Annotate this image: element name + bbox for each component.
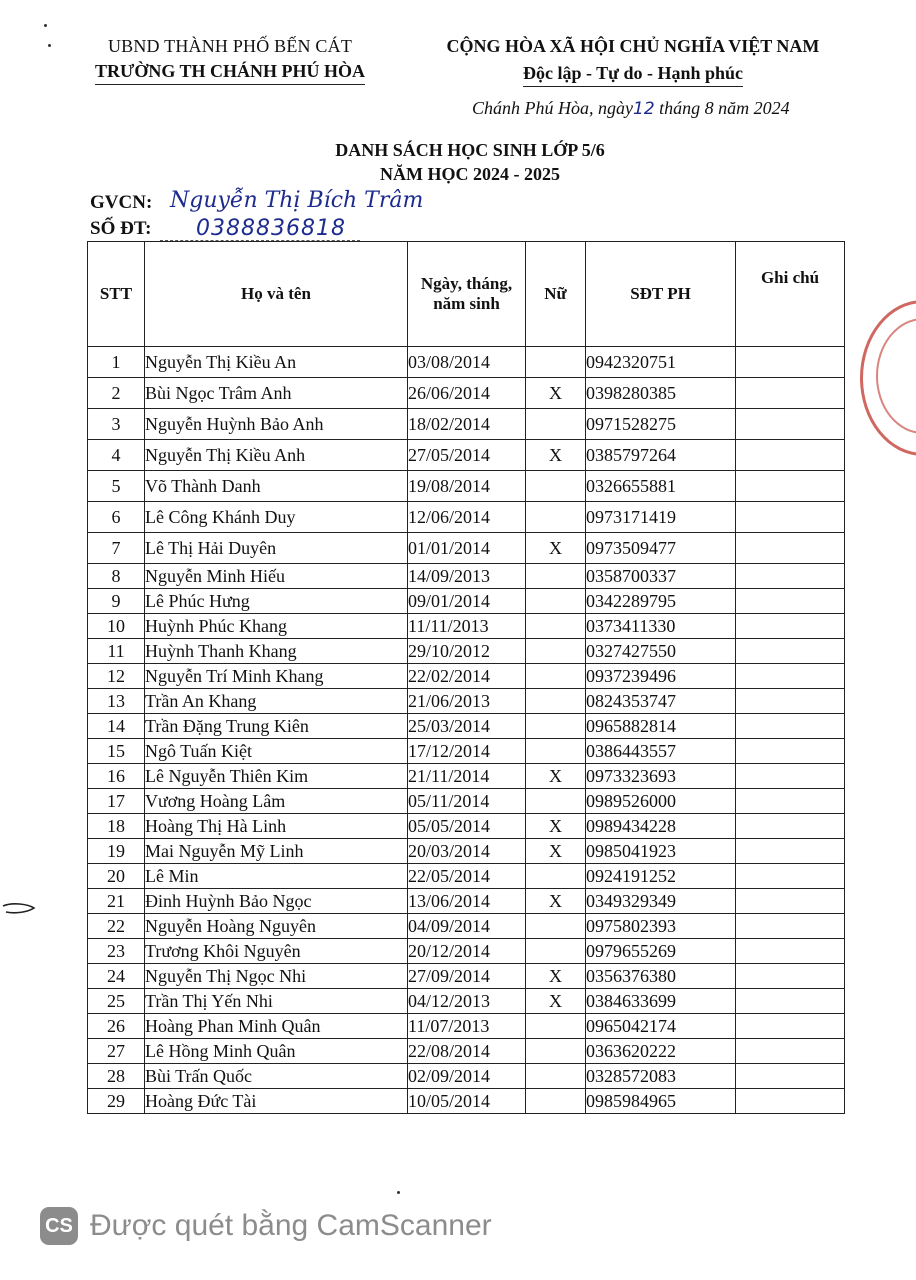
female-mark bbox=[526, 689, 586, 714]
teacher-label: GVCN: bbox=[90, 192, 153, 213]
student-name: Lê Phúc Hưng bbox=[145, 589, 408, 614]
female-mark: X bbox=[526, 839, 586, 864]
student-name: Võ Thành Danh bbox=[145, 471, 408, 502]
birth-date: 04/12/2013 bbox=[408, 989, 526, 1014]
teacher-phone-label: SỐ ĐT: bbox=[90, 218, 152, 239]
table-row bbox=[88, 1089, 845, 1114]
table-row bbox=[88, 471, 845, 502]
female-mark bbox=[526, 614, 586, 639]
table-row bbox=[88, 564, 845, 589]
note-cell bbox=[736, 714, 845, 739]
row-number: 9 bbox=[88, 589, 145, 614]
row-number: 19 bbox=[88, 839, 145, 864]
document-title: DANH SÁCH HỌC SINH LỚP 5/6 bbox=[335, 140, 605, 160]
table-row bbox=[88, 764, 845, 789]
note-cell bbox=[736, 378, 845, 409]
female-mark bbox=[526, 714, 586, 739]
student-name: Ngô Tuấn Kiệt bbox=[145, 739, 408, 764]
row-number: 4 bbox=[88, 440, 145, 471]
female-mark: X bbox=[526, 378, 586, 409]
parent-phone: 0971528275 bbox=[586, 409, 736, 440]
parent-phone: 0973509477 bbox=[586, 533, 736, 564]
row-number: 8 bbox=[88, 564, 145, 589]
birth-date: 09/01/2014 bbox=[408, 589, 526, 614]
note-cell bbox=[736, 864, 845, 889]
birth-date: 03/08/2014 bbox=[408, 347, 526, 378]
parent-phone: 0385797264 bbox=[586, 440, 736, 471]
parent-phone: 0973323693 bbox=[586, 764, 736, 789]
parent-phone: 0327427550 bbox=[586, 639, 736, 664]
female-mark bbox=[526, 739, 586, 764]
table-row bbox=[88, 347, 845, 378]
table-row bbox=[88, 440, 845, 471]
student-name: Trần An Khang bbox=[145, 689, 408, 714]
female-mark: X bbox=[526, 764, 586, 789]
student-name: Hoàng Phan Minh Quân bbox=[145, 1014, 408, 1039]
birth-date: 26/06/2014 bbox=[408, 378, 526, 409]
female-mark: X bbox=[526, 440, 586, 471]
table-row bbox=[88, 739, 845, 764]
parent-phone: 0979655269 bbox=[586, 939, 736, 964]
table-row bbox=[88, 814, 845, 839]
row-number: 22 bbox=[88, 914, 145, 939]
female-mark bbox=[526, 409, 586, 440]
student-name: Lê Thị Hải Duyên bbox=[145, 533, 408, 564]
student-table bbox=[87, 241, 845, 1114]
note-cell bbox=[736, 964, 845, 989]
date-suffix: tháng 8 năm 2024 bbox=[654, 98, 790, 118]
parent-phone: 0363620222 bbox=[586, 1039, 736, 1064]
table-row bbox=[88, 889, 845, 914]
student-name: Nguyễn Thị Kiều Anh bbox=[145, 440, 408, 471]
note-cell bbox=[736, 939, 845, 964]
teacher-phone-handwritten: 0388836818 bbox=[196, 216, 346, 241]
birth-date: 02/09/2014 bbox=[408, 1064, 526, 1089]
note-cell bbox=[736, 989, 845, 1014]
birth-date: 19/08/2014 bbox=[408, 471, 526, 502]
female-mark bbox=[526, 939, 586, 964]
female-mark bbox=[526, 914, 586, 939]
parent-phone: 0398280385 bbox=[586, 378, 736, 409]
note-cell bbox=[736, 839, 845, 864]
note-cell bbox=[736, 533, 845, 564]
birth-date: 14/09/2013 bbox=[408, 564, 526, 589]
birth-date: 20/03/2014 bbox=[408, 839, 526, 864]
table-row bbox=[88, 989, 845, 1014]
student-name: Mai Nguyễn Mỹ Linh bbox=[145, 839, 408, 864]
camscanner-watermark bbox=[40, 1206, 492, 1246]
parent-phone: 0973171419 bbox=[586, 502, 736, 533]
row-number: 13 bbox=[88, 689, 145, 714]
female-mark: X bbox=[526, 533, 586, 564]
scan-speck bbox=[397, 1191, 400, 1194]
row-number: 1 bbox=[88, 347, 145, 378]
student-name: Huỳnh Thanh Khang bbox=[145, 639, 408, 664]
table-row bbox=[88, 614, 845, 639]
note-cell bbox=[736, 639, 845, 664]
row-number: 14 bbox=[88, 714, 145, 739]
female-mark bbox=[526, 347, 586, 378]
note-cell bbox=[736, 1039, 845, 1064]
student-name: Nguyễn Minh Hiếu bbox=[145, 564, 408, 589]
parent-phone: 0824353747 bbox=[586, 689, 736, 714]
birth-date: 22/05/2014 bbox=[408, 864, 526, 889]
parent-phone: 0965882814 bbox=[586, 714, 736, 739]
student-name: Nguyễn Thị Ngọc Nhi bbox=[145, 964, 408, 989]
parent-phone: 0942320751 bbox=[586, 347, 736, 378]
col-header-female: Nữ bbox=[526, 242, 586, 347]
female-mark bbox=[526, 664, 586, 689]
date-prefix: Chánh Phú Hòa, ngày bbox=[472, 98, 633, 118]
parent-phone: 0349329349 bbox=[586, 889, 736, 914]
student-name: Nguyễn Huỳnh Bảo Anh bbox=[145, 409, 408, 440]
female-mark bbox=[526, 1089, 586, 1114]
birth-date: 22/02/2014 bbox=[408, 664, 526, 689]
col-header-name: Họ và tên bbox=[145, 242, 408, 347]
row-number: 29 bbox=[88, 1089, 145, 1114]
student-name: Huỳnh Phúc Khang bbox=[145, 614, 408, 639]
birth-date: 04/09/2014 bbox=[408, 914, 526, 939]
scan-speck bbox=[48, 44, 51, 47]
row-number: 12 bbox=[88, 664, 145, 689]
document-date bbox=[472, 98, 790, 119]
birth-date: 29/10/2012 bbox=[408, 639, 526, 664]
school-header bbox=[80, 36, 380, 85]
birth-date: 01/01/2014 bbox=[408, 533, 526, 564]
col-header-note: Ghi chú bbox=[736, 242, 845, 347]
student-name: Bùi Trấn Quốc bbox=[145, 1064, 408, 1089]
row-number: 21 bbox=[88, 889, 145, 914]
table-row bbox=[88, 789, 845, 814]
parent-phone: 0937239496 bbox=[586, 664, 736, 689]
female-mark bbox=[526, 1039, 586, 1064]
student-name: Nguyễn Hoàng Nguyên bbox=[145, 914, 408, 939]
female-mark bbox=[526, 502, 586, 533]
col-header-dob: Ngày, tháng, năm sinh bbox=[408, 242, 526, 347]
table-row bbox=[88, 689, 845, 714]
parent-phone: 0989526000 bbox=[586, 789, 736, 814]
row-number: 3 bbox=[88, 409, 145, 440]
student-name: Lê Công Khánh Duy bbox=[145, 502, 408, 533]
birth-date: 21/06/2013 bbox=[408, 689, 526, 714]
note-cell bbox=[736, 914, 845, 939]
student-name: Trương Khôi Nguyên bbox=[145, 939, 408, 964]
row-number: 23 bbox=[88, 939, 145, 964]
parent-phone: 0326655881 bbox=[586, 471, 736, 502]
note-cell bbox=[736, 664, 845, 689]
female-mark bbox=[526, 471, 586, 502]
note-cell bbox=[736, 564, 845, 589]
row-number: 28 bbox=[88, 1064, 145, 1089]
birth-date: 05/11/2014 bbox=[408, 789, 526, 814]
parent-phone: 0328572083 bbox=[586, 1064, 736, 1089]
row-number: 5 bbox=[88, 471, 145, 502]
row-number: 6 bbox=[88, 502, 145, 533]
female-mark bbox=[526, 639, 586, 664]
row-number: 11 bbox=[88, 639, 145, 664]
student-name: Trần Đặng Trung Kiên bbox=[145, 714, 408, 739]
female-mark bbox=[526, 564, 586, 589]
table-row bbox=[88, 1064, 845, 1089]
table-row bbox=[88, 964, 845, 989]
student-name: Vương Hoàng Lâm bbox=[145, 789, 408, 814]
parent-phone: 0985041923 bbox=[586, 839, 736, 864]
parent-phone: 0975802393 bbox=[586, 914, 736, 939]
row-number: 24 bbox=[88, 964, 145, 989]
parent-phone: 0342289795 bbox=[586, 589, 736, 614]
birth-date: 10/05/2014 bbox=[408, 1089, 526, 1114]
scan-speck bbox=[44, 24, 47, 27]
birth-date: 25/03/2014 bbox=[408, 714, 526, 739]
female-mark bbox=[526, 1064, 586, 1089]
camscanner-logo-icon: CS bbox=[40, 1207, 78, 1245]
note-cell bbox=[736, 1064, 845, 1089]
table-row bbox=[88, 839, 845, 864]
parent-phone: 0924191252 bbox=[586, 864, 736, 889]
table-row bbox=[88, 589, 845, 614]
camscanner-text: Được quét bằng CamScanner bbox=[90, 1209, 492, 1242]
authority-name: UBND THÀNH PHỐ BẾN CÁT bbox=[107, 36, 353, 56]
note-cell bbox=[736, 1089, 845, 1114]
parent-phone: 0356376380 bbox=[586, 964, 736, 989]
birth-date: 11/11/2013 bbox=[408, 614, 526, 639]
col-header-stt: STT bbox=[88, 242, 145, 347]
birth-date: 18/02/2014 bbox=[408, 409, 526, 440]
birth-date: 13/06/2014 bbox=[408, 889, 526, 914]
student-name: Nguyễn Trí Minh Khang bbox=[145, 664, 408, 689]
row-number: 25 bbox=[88, 989, 145, 1014]
national-title: CỘNG HÒA XÃ HỘI CHỦ NGHĨA VIỆT NAM bbox=[446, 36, 820, 56]
birth-date: 17/12/2014 bbox=[408, 739, 526, 764]
birth-date: 11/07/2013 bbox=[408, 1014, 526, 1039]
note-cell bbox=[736, 764, 845, 789]
table-row bbox=[88, 1039, 845, 1064]
row-number: 7 bbox=[88, 533, 145, 564]
student-name: Lê Nguyễn Thiên Kim bbox=[145, 764, 408, 789]
parent-phone: 0386443557 bbox=[586, 739, 736, 764]
student-name: Hoàng Đức Tài bbox=[145, 1089, 408, 1114]
female-mark: X bbox=[526, 814, 586, 839]
national-header bbox=[420, 36, 846, 87]
note-cell bbox=[736, 1014, 845, 1039]
student-name: Hoàng Thị Hà Linh bbox=[145, 814, 408, 839]
date-day-handwritten: 12 bbox=[633, 99, 655, 119]
student-name: Nguyễn Thị Kiều An bbox=[145, 347, 408, 378]
student-name: Đinh Huỳnh Bảo Ngọc bbox=[145, 889, 408, 914]
row-number: 27 bbox=[88, 1039, 145, 1064]
table-row bbox=[88, 864, 845, 889]
note-cell bbox=[736, 502, 845, 533]
note-cell bbox=[736, 589, 845, 614]
note-cell bbox=[736, 689, 845, 714]
note-cell bbox=[736, 814, 845, 839]
female-mark bbox=[526, 789, 586, 814]
row-number: 15 bbox=[88, 739, 145, 764]
parent-phone: 0985984965 bbox=[586, 1089, 736, 1114]
note-cell bbox=[736, 789, 845, 814]
table-row bbox=[88, 1014, 845, 1039]
table-row bbox=[88, 714, 845, 739]
student-name: Lê Min bbox=[145, 864, 408, 889]
col-header-parent-phone: SĐT PH bbox=[586, 242, 736, 347]
student-name: Trần Thị Yến Nhi bbox=[145, 989, 408, 1014]
row-number: 2 bbox=[88, 378, 145, 409]
note-cell bbox=[736, 440, 845, 471]
female-mark: X bbox=[526, 989, 586, 1014]
note-cell bbox=[736, 739, 845, 764]
female-mark bbox=[526, 864, 586, 889]
parent-phone: 0358700337 bbox=[586, 564, 736, 589]
row-number: 26 bbox=[88, 1014, 145, 1039]
note-cell bbox=[736, 347, 845, 378]
student-name: Bùi Ngọc Trâm Anh bbox=[145, 378, 408, 409]
table-row bbox=[88, 914, 845, 939]
table-row bbox=[88, 502, 845, 533]
female-mark: X bbox=[526, 964, 586, 989]
table-row bbox=[88, 939, 845, 964]
note-cell bbox=[736, 614, 845, 639]
table-header-row bbox=[88, 242, 845, 347]
table-row bbox=[88, 409, 845, 440]
birth-date: 20/12/2014 bbox=[408, 939, 526, 964]
student-name: Lê Hồng Minh Quân bbox=[145, 1039, 408, 1064]
row-number: 16 bbox=[88, 764, 145, 789]
note-cell bbox=[736, 471, 845, 502]
note-cell bbox=[736, 889, 845, 914]
birth-date: 27/05/2014 bbox=[408, 440, 526, 471]
teacher-name-handwritten: Nguyễn Thị Bích Trâm bbox=[170, 188, 424, 213]
female-mark: X bbox=[526, 889, 586, 914]
birth-date: 21/11/2014 bbox=[408, 764, 526, 789]
school-year: NĂM HỌC 2024 - 2025 bbox=[380, 164, 560, 184]
table-row bbox=[88, 533, 845, 564]
birth-date: 05/05/2014 bbox=[408, 814, 526, 839]
table-row bbox=[88, 639, 845, 664]
female-mark bbox=[526, 589, 586, 614]
table-row bbox=[88, 664, 845, 689]
parent-phone: 0989434228 bbox=[586, 814, 736, 839]
row-number: 18 bbox=[88, 814, 145, 839]
national-motto: Độc lập - Tự do - Hạnh phúc bbox=[523, 63, 743, 87]
parent-phone: 0384633699 bbox=[586, 989, 736, 1014]
female-mark bbox=[526, 1014, 586, 1039]
birth-date: 12/06/2014 bbox=[408, 502, 526, 533]
birth-date: 22/08/2014 bbox=[408, 1039, 526, 1064]
table-row bbox=[88, 378, 845, 409]
row-number: 20 bbox=[88, 864, 145, 889]
birth-date: 27/09/2014 bbox=[408, 964, 526, 989]
row-number: 17 bbox=[88, 789, 145, 814]
margin-pen-mark bbox=[2, 898, 38, 920]
row-number: 10 bbox=[88, 614, 145, 639]
note-cell bbox=[736, 409, 845, 440]
school-name: TRƯỜNG TH CHÁNH PHÚ HÒA bbox=[95, 61, 365, 85]
parent-phone: 0373411330 bbox=[586, 614, 736, 639]
parent-phone: 0965042174 bbox=[586, 1014, 736, 1039]
